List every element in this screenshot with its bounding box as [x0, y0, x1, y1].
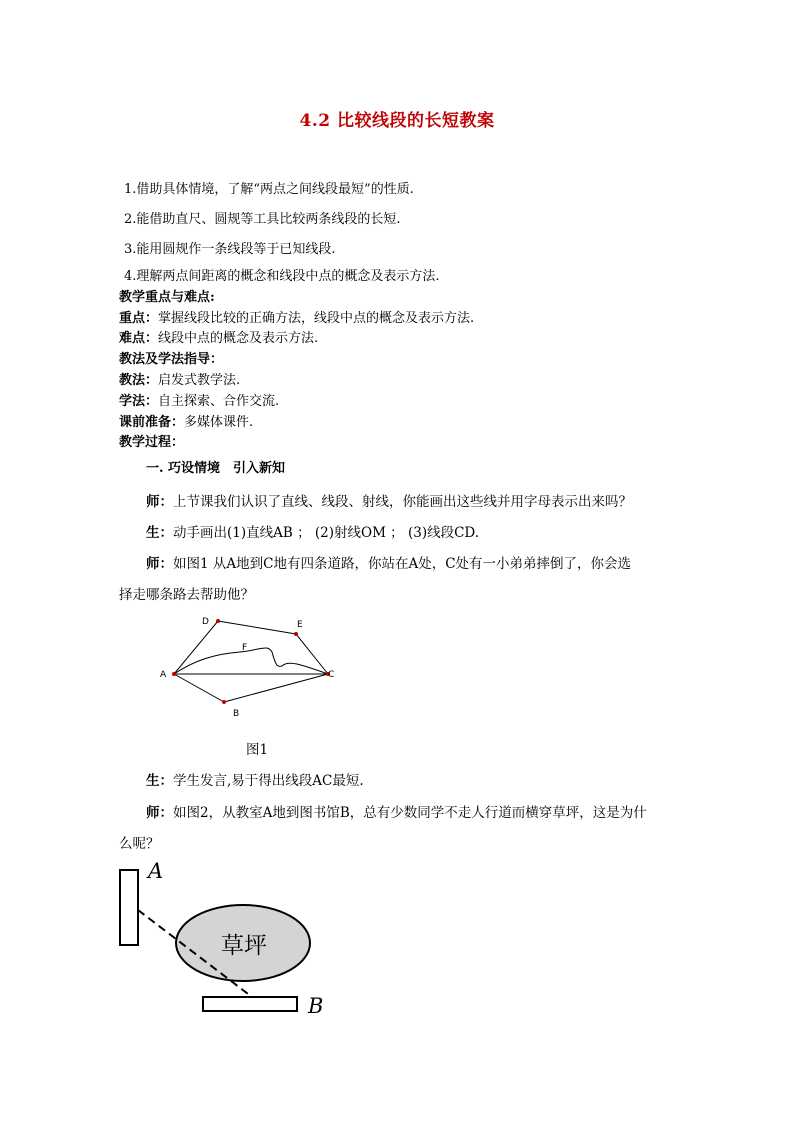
figure-1-diagram [150, 610, 350, 720]
speaker-teacher: 师： [146, 805, 173, 821]
dialogue-text: 动手画出(1)直线AB ； (2)射线OM ； (3)线段CD. [173, 525, 480, 541]
figure-1-caption: 图1 [246, 742, 269, 758]
dialogue-teacher-2 [146, 552, 631, 572]
dialogue-text: 学生发言,易于得出线段AC最短. [173, 773, 364, 789]
figure-2-diagram [110, 855, 340, 1025]
point-e [294, 632, 298, 636]
difficult-point-text: 线段中点的概念及表示方法. [158, 331, 319, 346]
difficult-point [119, 327, 318, 346]
point-a [172, 672, 176, 676]
page-title: 4.2 比较线段的长短教案 [299, 111, 495, 131]
segment-de [218, 621, 296, 634]
label-e: E [297, 620, 303, 630]
difficult-point-label: 难点： [119, 331, 159, 346]
preparation [119, 411, 253, 430]
point-b [222, 700, 226, 704]
teaching-method [119, 369, 240, 388]
label-b-italic: B [308, 994, 324, 1018]
learning-method [119, 390, 279, 409]
dialogue-teacher-2-cont: 择走哪条路去帮助他？ [119, 587, 254, 603]
dialogue-text: 上节课我们认识了直线、线段、射线，你能画出这些线并用字母表示出来吗？ [173, 494, 632, 510]
key-point-label: 重点： [119, 311, 159, 326]
label-f: F [242, 643, 248, 653]
learning-method-label: 学法： [119, 394, 159, 409]
label-b: B [233, 709, 240, 719]
label-a-italic: A [148, 859, 164, 883]
key-point-text: 掌握线段比较的正确方法，线段中点的概念及表示方法. [158, 311, 475, 326]
speaker-student: 生： [146, 773, 173, 789]
objective-4: 4.理解两点间距离的概念和线段中点的概念及表示方法. [124, 269, 440, 284]
speaker-teacher: 师： [146, 556, 173, 572]
preparation-label: 课前准备： [119, 415, 185, 430]
key-difficult-heading: 教学重点与难点: [119, 290, 215, 305]
learning-method-text: 自主探索、合作交流. [158, 394, 280, 409]
curved-path-f [174, 648, 328, 674]
label-d: D [202, 617, 209, 627]
dialogue-text: 如图1 从A地到C地有四条道路，你站在A处，C处有一小弟弟摔倒了，你会选 [173, 556, 632, 572]
dialogue-teacher-1 [146, 490, 632, 510]
classroom-a-rect [120, 870, 138, 945]
point-d [216, 619, 220, 623]
label-a: A [160, 670, 167, 680]
lawn-label: 草坪 [221, 933, 267, 959]
label-c: C [328, 670, 335, 680]
section-1-heading: 一. 巧设情境 引入新知 [146, 461, 286, 476]
key-point [119, 307, 474, 326]
speaker-teacher: 师： [146, 494, 173, 510]
teaching-method-label: 教法： [119, 373, 159, 388]
segment-bc [224, 674, 328, 702]
preparation-text: 多媒体课件. [184, 415, 254, 430]
library-b-rect [203, 997, 297, 1011]
dialogue-teacher-3 [146, 801, 647, 821]
dialogue-student-2 [146, 769, 364, 789]
teaching-method-text: 启发式教学法. [158, 373, 241, 388]
methods-heading: 教法及学法指导： [119, 352, 224, 367]
objective-2: 2.能借助直尺、圆规等工具比较两条线段的长短. [124, 212, 401, 227]
process-heading: 教学过程： [119, 435, 185, 450]
dialogue-teacher-3-cont: 么呢？ [119, 836, 160, 852]
segment-ad [174, 621, 218, 674]
segment-ab [174, 674, 224, 702]
dialogue-text: 如图2，从教室A地到图书馆B，总有少数同学不走人行道而横穿草坪，这是为什 [173, 805, 647, 821]
dialogue-student-1 [146, 521, 479, 541]
speaker-student: 生： [146, 525, 173, 541]
objective-1: 1.借助具体情境，了解“两点之间线段最短”的性质. [124, 182, 414, 197]
objective-3: 3.能用圆规作一条线段等于已知线段. [124, 242, 336, 257]
